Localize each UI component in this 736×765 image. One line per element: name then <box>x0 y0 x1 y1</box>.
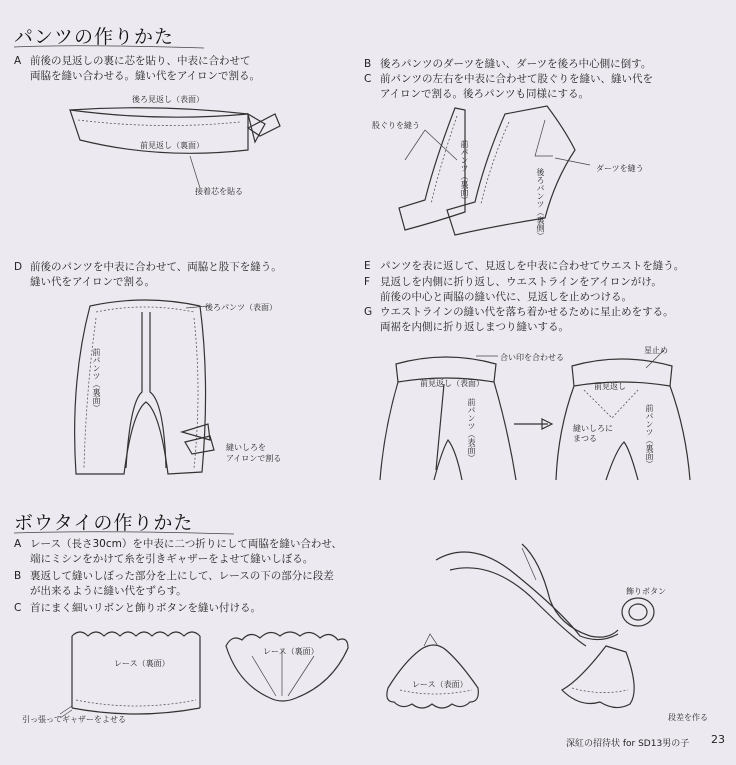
label-iron-waru: アイロンで割る <box>226 454 282 463</box>
step-a: A 前後の見返しの裏に芯を貼り、中表に合わせて 両脇を縫い合わせる。縫い代をアイロンで割る。 <box>14 55 261 82</box>
bowtie-title-underline <box>14 530 234 536</box>
label-mae-pants-omote: 前パンツ（表面） <box>467 398 476 462</box>
label-ushiro-mikaeshi: 後ろ見返し（表面） <box>132 95 204 104</box>
label-nuishiro-matsuru: 縫いしろに まつる <box>573 424 613 443</box>
label-darts: ダーツを縫う <box>596 164 644 173</box>
step-b: B 後ろパンツのダーツを縫い、ダーツを後ろ中心側に倒す。 <box>364 58 652 70</box>
pants-pieces-diagram <box>395 100 615 240</box>
label-secchakushin: 接着芯を貼る <box>195 187 243 196</box>
lace-tube-diagram <box>60 620 210 725</box>
step-e: E パンツを表に返して、見返しを中表に合わせてウエストを縫う。 <box>364 260 685 272</box>
label-hoshidome: 星止め <box>644 346 668 355</box>
label-nuishiro: 縫いしろを <box>226 443 266 452</box>
label-aijirushi: 合い印を合わせる <box>500 353 564 362</box>
step-c: C 前パンツの左右を中表に合わせて股ぐりを縫い、縫い代を アイロンで割る。後ろパンツも同様にする。 <box>364 73 653 100</box>
label-mae-mikaeshi-omote: 前見返し（表面） <box>420 379 484 388</box>
label-mae-pants-d: 前パンツ（裏面） <box>92 348 101 412</box>
pants-sewn-diagram <box>60 292 230 482</box>
label-lace-omote: レース（表面） <box>412 680 468 689</box>
page-number: 23 <box>711 733 725 746</box>
label-kazari-button: 飾りボタン <box>626 587 666 596</box>
step-bowtie-c: C 首にまく細いリボンと飾りボタンを縫い付ける。 <box>14 602 261 614</box>
label-ushiro-pants-d: 後ろパンツ（表面） <box>205 303 277 312</box>
label-matagurinuu: 股ぐりを縫う <box>372 121 420 130</box>
label-lace-ura2: レース（裏面） <box>263 647 319 656</box>
label-mae-pants-c: 前パンツ（裏面） <box>460 140 469 204</box>
footer-text: 深紅の招待状 for SD13男の子 <box>566 739 690 749</box>
pants-title: パンツの作りかた <box>14 26 175 48</box>
label-mae-pants-ura-e: 前パンツ（裏面） <box>645 404 654 468</box>
pants-title-underline <box>14 44 204 50</box>
bowtie-assembly-diagram <box>430 540 690 730</box>
label-ushiro-pants-c: 後ろパンツ（裏側） <box>536 168 545 240</box>
label-mae-mikaeshi-e: 前見返し <box>594 382 626 391</box>
bowtie-title: ボウタイの作りかた <box>14 512 194 534</box>
label-hippatte: 引っ張ってギャザーをよせる <box>22 715 126 724</box>
step-g: G ウエストラインの縫い代を落ち着かせるために星止めをする。 両裾を内側に折り返しまつり縫いする。 <box>364 306 674 333</box>
step-bowtie-b: B 裏返して縫いしぼった部分を上にして、レースの下の部分に段差 が出来るように縫い代をずらす。 <box>14 570 334 597</box>
gathered-lace-diagram <box>222 626 352 710</box>
step-f: F 見返しを内側に折り返し、ウエストラインをアイロンがけ。 前後の中心と両脇の縫い代に、見返しを止めつける。 <box>364 276 662 303</box>
label-mae-mikaeshi: 前見返し（裏面） <box>140 141 204 150</box>
label-dansa: 段差を作る <box>668 713 708 722</box>
label-lace-ura: レース（裏面） <box>114 659 170 668</box>
step-bowtie-a: A レース（長さ30cm）を中表に二つ折りにして両脇を縫い合わせ、 端にミシンをかけて糸を引きギャザーをよせて縫いしぼる。 <box>14 538 343 565</box>
step-d: D 前後のパンツを中表に合わせて、両脇と股下を縫う。 縫い代をアイロンで割る。 <box>14 261 282 288</box>
